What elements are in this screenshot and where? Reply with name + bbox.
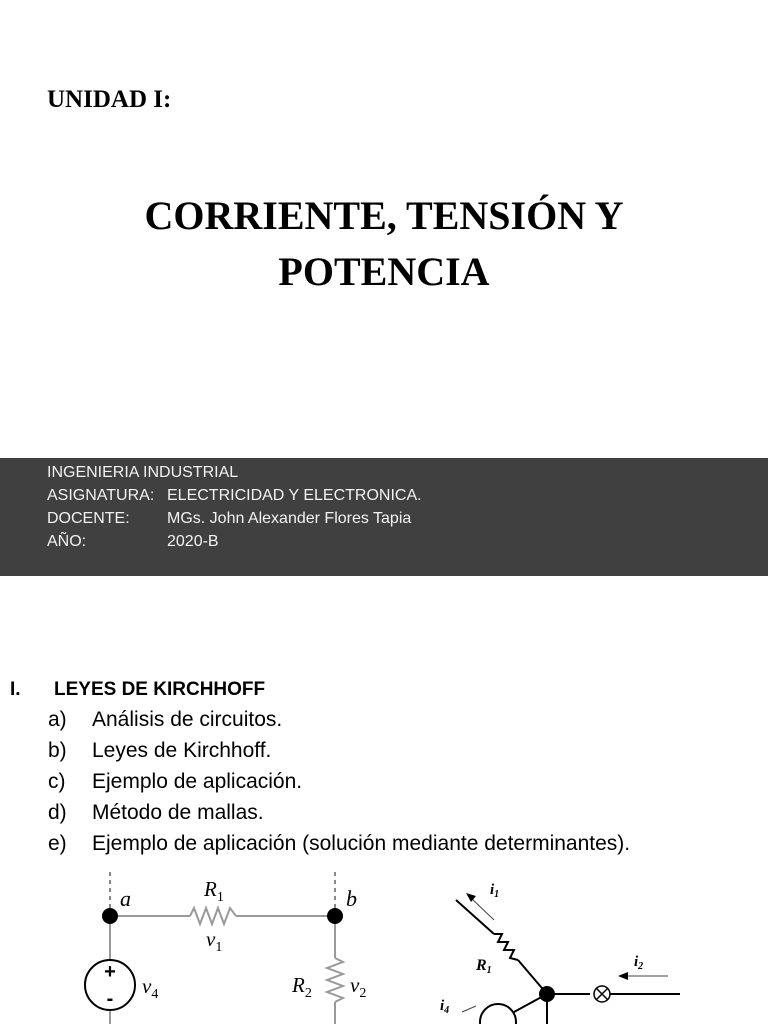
r1-subscript: 1 <box>216 890 224 905</box>
list-item <box>10 797 760 828</box>
list-item <box>10 735 760 766</box>
list-item-text: Método de mallas. <box>92 801 264 824</box>
title-line-1: CORRIENTE, TENSIÓN Y <box>144 193 624 238</box>
v1-symbol: v <box>206 927 216 951</box>
r1-subscript: 1 <box>486 965 492 976</box>
node-b-label: b <box>346 886 357 911</box>
i1-symbol: i <box>490 882 495 898</box>
info-row-year <box>47 531 219 553</box>
course-info-band <box>0 458 768 576</box>
info-value: MGs. John Alexander Flores Tapia <box>167 510 412 527</box>
list-item-text: Análisis de circuitos. <box>92 708 283 731</box>
list-item-letter: a) <box>48 708 67 731</box>
info-key: ASIGNATURA: <box>47 487 155 504</box>
outline-number: I. <box>10 679 21 700</box>
v2-subscript: 2 <box>359 986 367 1001</box>
r2-subscript: 2 <box>304 986 312 1001</box>
v4-label <box>142 974 158 1002</box>
v4-symbol: v <box>142 974 152 998</box>
source-minus: - <box>106 988 114 1010</box>
outline-heading-text: LEYES DE KIRCHHOFF <box>54 679 266 700</box>
i4-label <box>440 998 449 1016</box>
list-item-letter: e) <box>48 832 67 855</box>
info-row-teacher <box>47 508 411 530</box>
circuit-diagrams <box>0 862 768 1024</box>
source-circle <box>480 1004 516 1024</box>
i4-subscript: 4 <box>444 1005 450 1016</box>
r1-symbol: R <box>476 957 487 974</box>
list-item-text: Ejemplo de aplicación. <box>92 770 303 793</box>
list-item-letter: b) <box>48 739 67 762</box>
i2-subscript: 2 <box>638 961 644 972</box>
list-item <box>10 766 760 797</box>
node-b-dot <box>327 908 343 924</box>
list-item-text: Leyes de Kirchhoff. <box>92 739 272 762</box>
list-item <box>10 704 760 735</box>
node-a-dot <box>102 908 118 924</box>
v1-subscript: 1 <box>215 940 223 955</box>
circuit-left <box>85 872 366 1024</box>
list-item-letter: d) <box>48 801 67 824</box>
i4-symbol: i <box>440 998 445 1014</box>
v4-subscript: 4 <box>151 987 159 1002</box>
page-title <box>0 188 768 300</box>
r1-label <box>475 957 492 976</box>
v2-label <box>350 973 366 1001</box>
resistor-r2 <box>327 958 343 1002</box>
resistor-r1 <box>190 908 236 924</box>
list-item <box>10 828 760 859</box>
arrowhead-icon <box>618 972 628 980</box>
i1-label <box>490 882 499 900</box>
program-name: INGENIERIA INDUSTRIAL <box>47 464 239 481</box>
info-key: AÑO: <box>47 533 87 550</box>
node-a-label: a <box>120 886 131 911</box>
list-item-text: Ejemplo de aplicación (solución mediante determinantes). <box>92 832 631 855</box>
i2-label <box>634 954 643 972</box>
r2-symbol: R <box>292 973 305 997</box>
list-item-letter: c) <box>48 770 66 793</box>
v1-label <box>206 927 222 955</box>
source-plus: + <box>104 961 116 983</box>
junction-dot <box>539 986 555 1002</box>
info-row-subject <box>47 485 422 507</box>
i1-subscript: 1 <box>494 889 500 900</box>
r1-label <box>203 877 224 905</box>
current-arrow-i4 <box>462 1006 476 1012</box>
info-value: 2020-B <box>167 533 219 550</box>
i2-symbol: i <box>634 954 639 970</box>
wire <box>456 900 494 934</box>
resistor-r1 <box>494 934 518 960</box>
info-key: DOCENTE: <box>47 510 130 527</box>
r2-label <box>291 973 312 1001</box>
topic-outline <box>10 676 760 859</box>
outline-heading <box>10 676 760 704</box>
title-line-2: POTENCIA <box>278 249 490 294</box>
info-value: ELECTRICIDAD Y ELECTRONICA. <box>167 487 422 504</box>
circuit-right <box>440 882 680 1024</box>
r1-symbol: R <box>204 877 217 901</box>
unit-label: UNIDAD I: <box>47 86 172 113</box>
v2-symbol: v <box>350 973 360 997</box>
